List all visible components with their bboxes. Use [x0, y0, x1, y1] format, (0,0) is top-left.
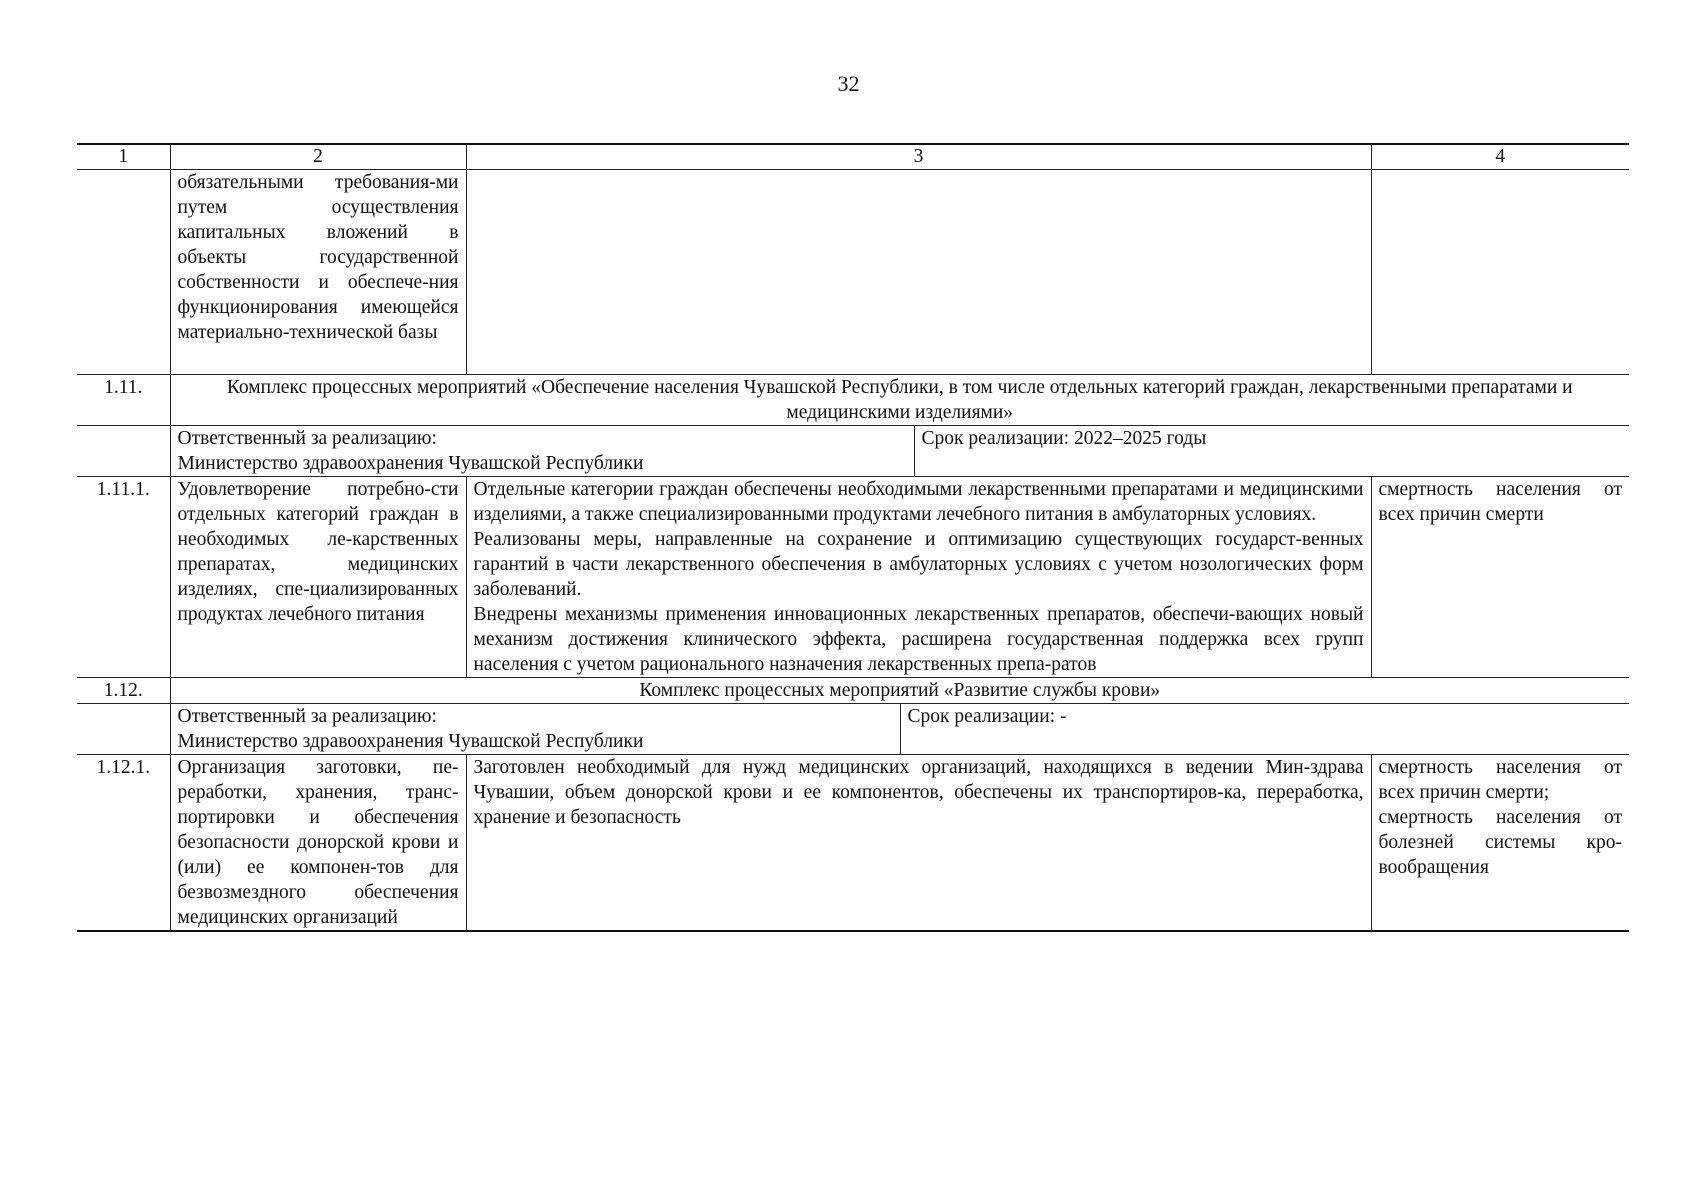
responsible-value: Министерство здравоохранения Чувашской Республики	[177, 731, 644, 752]
section-title: Комплекс процессных мероприятий «Развитие службы крови»	[170, 678, 1629, 704]
header-col-1: 1	[77, 144, 170, 170]
continuation-row	[77, 170, 1629, 375]
continuation-indicator-cell	[1371, 170, 1629, 375]
result-paragraph-2: Реализованы меры, направленные на сохранение и оптимизацию существующих государст-венных гарантий в части лекарственного обеспечения в амбулаторных условиях с учетом нозологических форм заболеваний.	[473, 529, 1364, 600]
term-block	[915, 426, 1630, 476]
result-paragraph-1: Отдельные категории граждан обеспечены необходимыми лекарственными препаратами и медицинскими изделиями, а также специализированными продуктами лечебного питания в амбулаторных условиях.	[473, 479, 1364, 525]
term-text: Срок реализации: 2022–2025 годы	[921, 428, 1207, 449]
responsible-block	[171, 704, 901, 754]
row-task: Организация заготовки, пе-реработки, хранения, транс-портировки и обеспечения безопасности донорской крови и (или) ее компонен-тов для безвозмездного обеспечения медицинских организаций	[170, 755, 466, 932]
term-block	[901, 704, 1630, 754]
section-title: Комплекс процессных мероприятий «Обеспечение населения Чувашской Республики, в том числе отдельных категорий граждан, лекарственными препаратами и медицинскими изделиями»	[170, 375, 1629, 426]
section-1-11-row	[77, 375, 1629, 426]
program-table	[77, 143, 1629, 932]
table-row	[77, 477, 1629, 678]
responsible-number-cell	[77, 704, 170, 755]
continuation-number-cell	[77, 170, 170, 375]
responsible-term-cell	[170, 704, 1629, 755]
row-result	[466, 477, 1371, 678]
responsible-number-cell	[77, 426, 170, 477]
continuation-result-cell	[466, 170, 1371, 375]
responsible-value: Министерство здравоохранения Чувашской Республики	[177, 453, 644, 474]
responsible-label: Ответственный за реализацию:	[177, 706, 437, 727]
row-indicator	[1371, 755, 1629, 932]
indicator-2: смертность населения от болезней системы кро-вообращения	[1378, 807, 1622, 878]
section-1-11-responsible-row	[77, 426, 1629, 477]
header-col-3: 3	[466, 144, 1371, 170]
responsible-block	[171, 426, 915, 476]
row-task: Удовлетворение потребно-сти отдельных категорий граждан в необходимых ле-карственных препаратах, медицинских изделиях, спе-циализированных продуктах лечебного питания	[170, 477, 466, 678]
table-row	[77, 755, 1629, 932]
responsible-term-cell	[170, 426, 1629, 477]
row-number: 1.11.1.	[77, 477, 170, 678]
row-result: Заготовлен необходимый для нужд медицинских организаций, находящихся в ведении Мин-здрава Чувашии, объем донорской крови и ее компонентов, обеспечены их транспортиров-ка, переработка, хранение и безопасность	[466, 755, 1371, 932]
result-paragraph-3: Внедрены механизмы применения инновационных лекарственных препаратов, обеспечи-вающих новый механизм достижения клинического эффекта, расширена государственная поддержка всех групп населения с учетом рационального назначения лекарственных препа-ратов	[473, 604, 1364, 675]
header-col-4: 4	[1371, 144, 1629, 170]
section-number: 1.12.	[77, 678, 170, 704]
term-text: Срок реализации: -	[907, 706, 1067, 727]
continuation-task-cell: обязательными требования-ми путем осуществления капитальных вложений в объекты государственной собственности и обеспече-ния функционирования имеющейся материально-технической базы	[170, 170, 466, 375]
section-number: 1.11.	[77, 375, 170, 426]
section-1-12-row	[77, 678, 1629, 704]
page-number: 32	[837, 71, 860, 96]
indicator-1: смертность населения от всех причин смерти;	[1378, 757, 1622, 803]
responsible-label: Ответственный за реализацию:	[177, 428, 437, 449]
row-indicator: смертность населения от всех причин смерти	[1371, 477, 1629, 678]
row-number: 1.12.1.	[77, 755, 170, 932]
section-1-12-responsible-row	[77, 704, 1629, 755]
table-header-row	[77, 144, 1629, 170]
header-col-2: 2	[170, 144, 466, 170]
